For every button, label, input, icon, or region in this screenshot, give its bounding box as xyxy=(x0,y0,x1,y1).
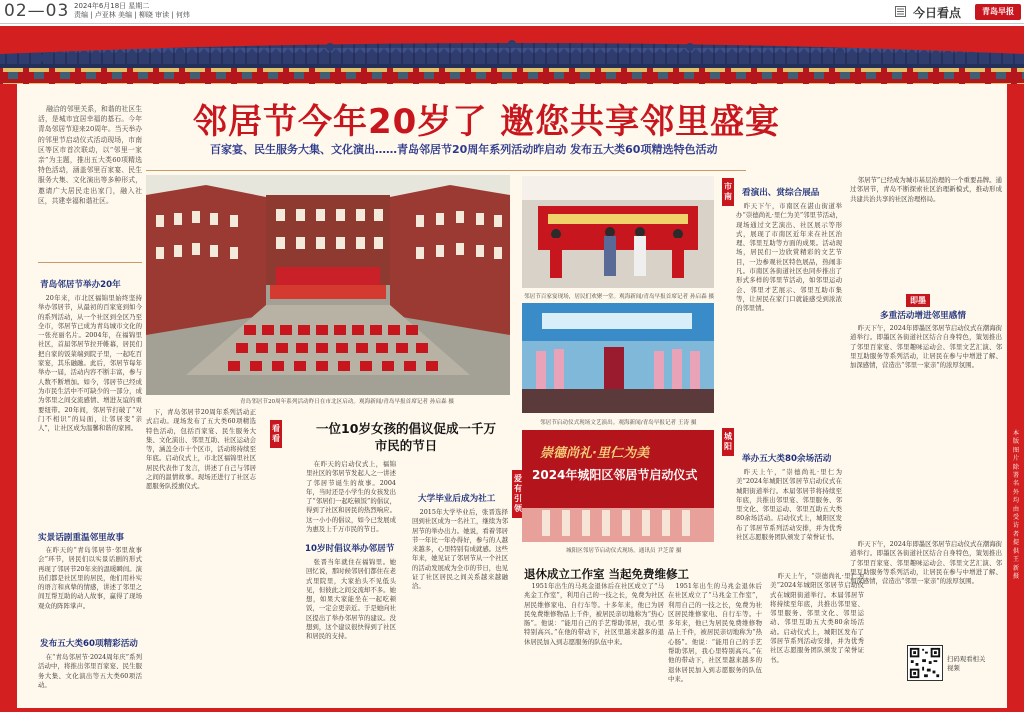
section-text-social-worker: 2015年大学毕业后，张晋选择回到社区成为一名社工，继续为邻居节的举办出力。她说，看着邻居节一年比一年办得好，参与的人越来越多，心里特别有成就感。这些年来，她见证了邻居节从一个社区的活动发展成为全市的节日，也见证了社区居民之间关系越来越融洽。 xyxy=(412,508,508,591)
article-body-continued xyxy=(146,408,256,698)
banner-text-line2: 2024年城阳区邻居节启动仪式 xyxy=(532,468,698,482)
section-body-retiree-repair xyxy=(524,582,664,698)
weekday: 星期二 xyxy=(128,2,150,10)
section-title-retiree-repair: 退休成立工作室 当起免费维修工 xyxy=(524,567,690,581)
right-column-top xyxy=(850,176,1002,296)
section-title-jimo: 多重活动增进邻里感情 xyxy=(880,311,966,321)
editor-line: 责编 | 卢亚林 美编 | 柳晓 审读 | 何炜 xyxy=(74,11,190,19)
tag-jimo: 即墨 xyxy=(906,294,930,307)
section-title-shinan: 看演出、赏综合展品 xyxy=(742,188,820,198)
tag-kankan: 看看 xyxy=(270,420,282,448)
section-title-chengyang: 举办五大类80余场活动 xyxy=(742,454,832,464)
masthead xyxy=(0,0,1024,24)
section-text-drama: 在昨天的“青岛邻居节·邻里故事会”环节，居民们以实景话剧的形式再现了邻居节20年来的温暖瞬间。演员们都是社区里的居民，他们用朴实的语言和真挚的情感，讲述了邻里之间互帮互助的动人故事，赢得了现场观众的阵阵掌声。 xyxy=(38,546,142,610)
section-body-retiree-repair-2 xyxy=(668,582,762,698)
right-column-bottom-text: 昨天下午，2024年即墨区邻居节启动仪式在潮海街道举行。即墨区各街道社区结合自身特色，策划推出了邻里百家宴、邻里趣味运动会、邻里文艺汇演、邻里互助服务等系列活动，让居民在参与中增进了解、加深感情，营造出“邻里一家亲”的浓厚氛围。 xyxy=(850,540,1002,586)
event-photo-speakers-caption: 邻居节百家宴现场，居民们欢聚一堂。观海新闻/青岛早报首席记者 孙启森 摄 xyxy=(524,294,715,300)
section-text-girl-initiative: 在昨天的启动仪式上，福锦里社区的邻居节发起人之一讲述了邻居节诞生的故事。2004年，当时还是小学生的女孩发出了“邻居们一起吃顿饭”的倡议，得到了社区和居民的热烈响应。这一小小的倡议，如今已发展成为惠及上千万市民的节日。 xyxy=(306,460,396,534)
section-text-chengyang-cont: 昨天上午，“崇德尚礼·里仁为美”2024年城阳区邻居节启动仪式在城阳街道举行。本届邻居节将持续至年底，共推出邻里宴、邻里服务、邻里文化、邻里运动、邻里互助五大类80余场活动。启动仪式上，城阳区发布了邻居节系列活动安排，并为优秀社区志愿服务团队颁发了荣誉证书。 xyxy=(770,572,864,664)
section-label: 今日看点 xyxy=(913,6,962,20)
courtyard-photo-caption: 青岛邻居节20周年系列活动昨日在市北区启动。观海新闻/青岛早报首席记者 孙启森 摄 xyxy=(240,399,454,405)
section-text-shinan: 昨天下午，市南区在湛山街道举办“崇德尚礼·里仁为美”邻里节活动，现场通过文艺演出、社区展示等形式，展现了市南区近年来在社区治理、邻里互助等方面的成果。活动现场，居民们一边欣赏精彩的文艺节目，一边参观社区特色展品，热闹非凡。市南区各街道社区也同步推出了形式多样的邻里节活动，如邻里运动会、邻里才艺展示、邻里互助市集等，让居民在家门口就能感受到浓浓的邻里情。 xyxy=(736,202,842,313)
qr-label: 扫码观看相关视频 xyxy=(947,655,986,672)
roof-tiles-decoration xyxy=(0,26,1024,84)
section-title-girl-initiative xyxy=(316,420,496,454)
section-body-20-years xyxy=(38,294,142,524)
right-column-bottom xyxy=(850,540,1002,640)
stage-photo-caption: 邻居节启动仪式现场文艺演出。观海新闻/青岛早报记者 王涛 摄 xyxy=(540,420,697,426)
section-body-chengyang xyxy=(736,468,842,568)
qr-code[interactable] xyxy=(907,645,943,681)
right-column-top-text: 邻居节”已经成为城市基层治理的一个重要品牌。通过邻居节，青岛不断探索社区治理新模式，推动形成共建共治共享的社区治理格局。 xyxy=(850,176,1002,203)
section-text-chengyang: 昨天上午，“崇德尚礼·里仁为美”2024年城阳区邻居节启动仪式在城阳街道举行。本届邻居节将持续至年底，共推出邻里宴、邻里服务、邻里文化、邻里运动、邻里互助五大类80余场活动。启动仪式上，城阳区发布了邻居节系列活动安排，并为优秀社区志愿服务团队颁发了荣誉证书。 xyxy=(736,468,842,542)
intro-text: 融洽的邻里关系，和谐的社区生活，是城市宜居幸福的基石。今年青岛邻居节迎来20周年。当天举办的邻里节启动仪式活动现场，市南区等区市首次联动，以“邻里一家亲”为主题，推出五大类60项精选特色活动，涵盖邻里百家宴、民生服务大集、文化演出等多种形式，邀请广大居民走出家门，融入社区，共建幸福和谐社区。 xyxy=(38,105,142,205)
section-title-social-worker: 大学毕业后成为社工 xyxy=(418,494,496,504)
section-title-20-years: 青岛邻居节举办20年 xyxy=(40,280,121,290)
banner-photo-caption: 城阳区邻居节启动仪式现场。通讯员 尹芝蕾 摄 xyxy=(566,548,682,554)
banner-text-line1: 崇德尚礼·里仁为美 xyxy=(540,446,649,461)
stage-performance-photo xyxy=(522,303,714,413)
event-photo-speakers xyxy=(522,176,714,288)
intro-paragraph xyxy=(38,104,142,250)
section-title-girl-initiative-text: 一位10岁女孩的倡议促成一千万市民的节日 xyxy=(316,421,496,453)
section-text-activities: 在“青岛邻居节·2024周年庆”系列活动中，将推出邻里百家宴、民生服务大集、文化演出等五大类60项活动。 xyxy=(38,653,142,689)
section-body-girl-initiative xyxy=(306,460,396,540)
section-body-drama xyxy=(38,546,142,624)
section-title-drama: 实景话剧重温邻里故事 xyxy=(38,533,124,543)
divider-top xyxy=(146,170,746,171)
section-body-shinan xyxy=(736,202,842,412)
section-body-activities xyxy=(38,653,142,699)
courtyard-photo xyxy=(146,175,510,395)
date: 2024年6月18日 xyxy=(74,2,127,10)
section-body-social-worker xyxy=(412,508,508,698)
section-text-jimo: 昨天下午，2024年即墨区邻居节启动仪式在潮海街道举行。即墨区各街道社区结合自身特色，策划推出了邻里百家宴、邻里趣味运动会、邻里文艺汇演、邻里互助服务等系列活动，让居民在参与中增进了解、加深感情，营造出“邻里一家亲”的浓厚氛围。 xyxy=(850,324,1002,370)
main-headline: 邻居节今年20岁了 邀您共享邻里盛宴 xyxy=(193,102,781,142)
date-text xyxy=(74,2,190,11)
brand-logo: 青岛早报 xyxy=(975,4,1021,20)
tag-chengyang: 城阳 xyxy=(722,428,734,456)
section-title-activities: 发布五大类60项精彩活动 xyxy=(40,639,138,649)
page-number: 02—03 xyxy=(4,1,70,21)
section-body-jimo xyxy=(850,324,1002,488)
section-body-age-10 xyxy=(306,558,396,698)
sub-headline: 百家宴、民生服务大集、文化演出……青岛邻居节20周年系列活动昨启动 发布五大类60项精选特色活动 xyxy=(210,143,718,156)
photo-credit-side-note: 本版图片除署名外均由受访者提供 王新 摄 xyxy=(1012,430,1020,580)
article-text-continued: 下，青岛邻居节20周年系列活动正式启动。现场发布了五大类60项精选特色活动，包括百家宴、民生服务大集、文化演出、邻里互助、社区运动会等，涵盖全市十个区市，活动将持续至年底。启动仪式上，市北区福锦里社区居民代表作了发言，讲述了自己与邻居之间的温情故事。现场还进行了社区志愿服务队授旗仪式。 xyxy=(146,408,256,491)
section-text-retiree-repair: 1951年出生的马兆金退休后在社区成立了“马兆金工作室”，利用自己的一技之长，免费为社区居民维修家电、自行车等。十多年来，他已为居民免费维修物品上千件，被居民亲切地称为“热心肠”。他说：“能用自己的手艺帮助邻居，我心里特别高兴。”在他的带动下，社区里越来越多的退休居民加入到志愿服务的队伍中来。 xyxy=(524,582,664,646)
section-text-20-years: 20年来，市北区福锦里始终坚持举办邻居节，从最初的百家宴到如今的系列活动，从一个社区到全区乃至全市，邻居节已成为青岛城市文化的一张亮丽名片。2004年，在福锦里社区，首届邻居节拉开帷幕，居民们把自家的饭菜端到院子里，一起吃百家宴，其乐融融。此后，邻居节每年举办一届，活动内容不断丰富，参与人数不断增加。如今，邻居节已经成为市民生活中不可缺少的一部分，成为邻里之间交流感情、增进友谊的重要纽带。20年间，邻居节打破了“对门不相识”的局面，让邻居变“亲人”，让社区成为温馨和谐的家园。 xyxy=(38,294,142,433)
divider-left xyxy=(38,262,142,263)
newspaper-icon xyxy=(895,6,906,17)
dateline xyxy=(74,2,190,20)
tag-love-guidance: 爱有引领 xyxy=(512,470,524,518)
tag-shinan: 市南 xyxy=(722,178,734,206)
section-text-age-10: 张晋当年就住在福锦里。她回忆说，那时候邻居们都住在老式里院里，大家抬头不见低头见，但彼此之间交流却不多。她想，如果大家能坐在一起吃顿饭，一定会更亲近。于是她向社区提出了举办邻居节的建议。没想到，这个建议很快得到了社区和居民的支持。 xyxy=(306,558,396,641)
section-text-retiree-repair-2: 1951年出生的马兆金退休后在社区成立了“马兆金工作室”，利用自己的一技之长，免费为社区居民维修家电、自行车等。十多年来，他已为居民免费维修物品上千件，被居民亲切地称为“热心肠”。他说：“能用自己的手艺帮助邻居，我心里特别高兴。”在他的带动下，社区里越来越多的退休居民加入到志愿服务的队伍中来。 xyxy=(668,582,762,683)
section-title-age-10: 10岁时倡议举办邻居节 xyxy=(305,544,395,554)
